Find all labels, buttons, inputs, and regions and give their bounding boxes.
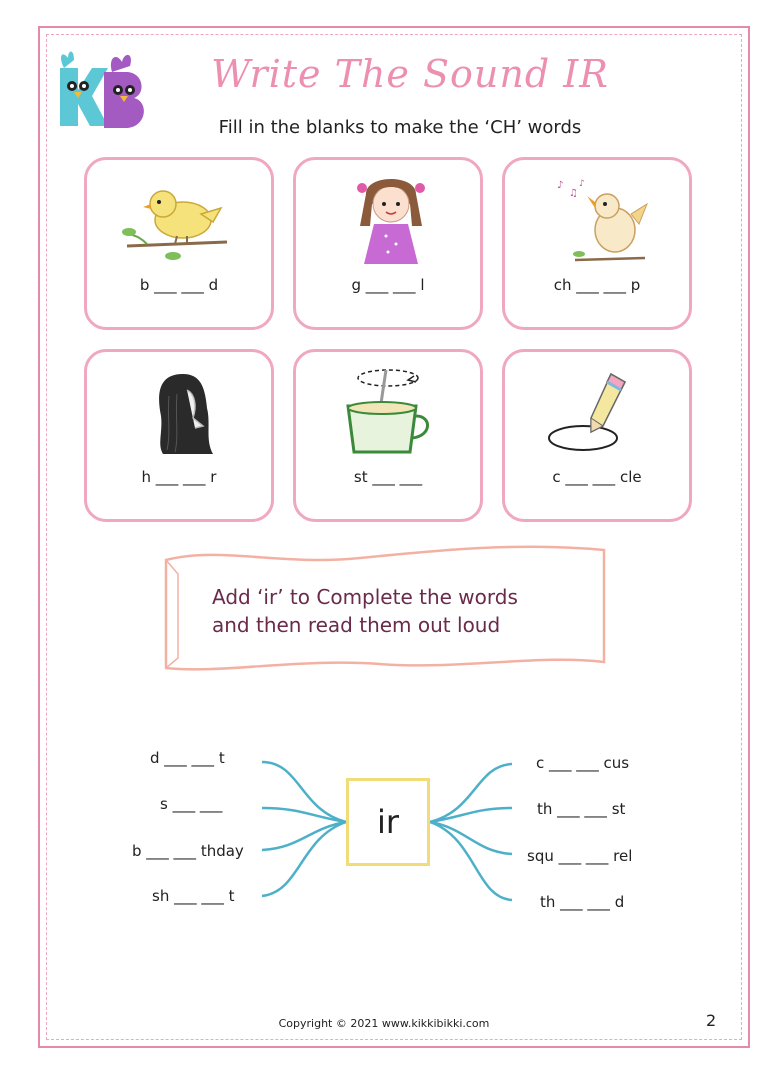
web-word-right: th ___ ___ st: [537, 800, 626, 818]
ir-center-box: ir: [346, 778, 430, 866]
card-word: ch ___ ___ p: [553, 276, 641, 294]
web-word-right: squ ___ ___ rel: [527, 847, 633, 865]
card-girl: [293, 157, 483, 330]
stir-cup-icon: [326, 366, 456, 456]
web-word-left: sh ___ ___ t: [152, 887, 235, 905]
banner-line-2: and then read them out loud: [212, 613, 501, 637]
web-word-left: d ___ ___ t: [150, 749, 225, 767]
bird-icon: [117, 174, 247, 264]
page-title: Write The Sound IR: [211, 52, 609, 96]
hair-icon: [117, 366, 247, 456]
card-word: h ___ ___ r: [141, 468, 217, 486]
card-chirping-bird: [502, 157, 692, 330]
svg-text:♪: ♪: [579, 179, 585, 189]
svg-text:♪: ♪: [557, 180, 564, 191]
instructions-subtitle: Fill in the blanks to make the ‘CH’ words: [218, 117, 582, 138]
banner-line-1: Add ‘ir’ to Complete the words: [212, 585, 518, 609]
page-number: 2: [706, 1011, 717, 1030]
card-word: st ___ ___: [353, 468, 423, 486]
card-word: c ___ ___ cle: [552, 468, 642, 486]
banner-text: [212, 583, 592, 639]
girl-icon: [326, 174, 456, 264]
copyright-text: Copyright © 2021 www.kikkibikki.com: [278, 1017, 490, 1030]
card-word: b ___ ___ d: [139, 276, 219, 294]
web-word-right: th ___ ___ d: [540, 893, 625, 911]
card-bird: [84, 157, 274, 330]
card-circle: [502, 349, 692, 522]
chirping-bird-icon: [535, 174, 665, 264]
card-hair: [84, 349, 274, 522]
card-stir: [293, 349, 483, 522]
web-word-right: c ___ ___ cus: [536, 754, 630, 772]
web-word-left: s ___ ___: [160, 795, 223, 813]
svg-text:♫: ♫: [569, 188, 578, 199]
web-word-left: b ___ ___ thday: [132, 842, 244, 860]
card-word: g ___ ___ l: [351, 276, 425, 294]
circle-pencil-icon: [535, 366, 665, 456]
